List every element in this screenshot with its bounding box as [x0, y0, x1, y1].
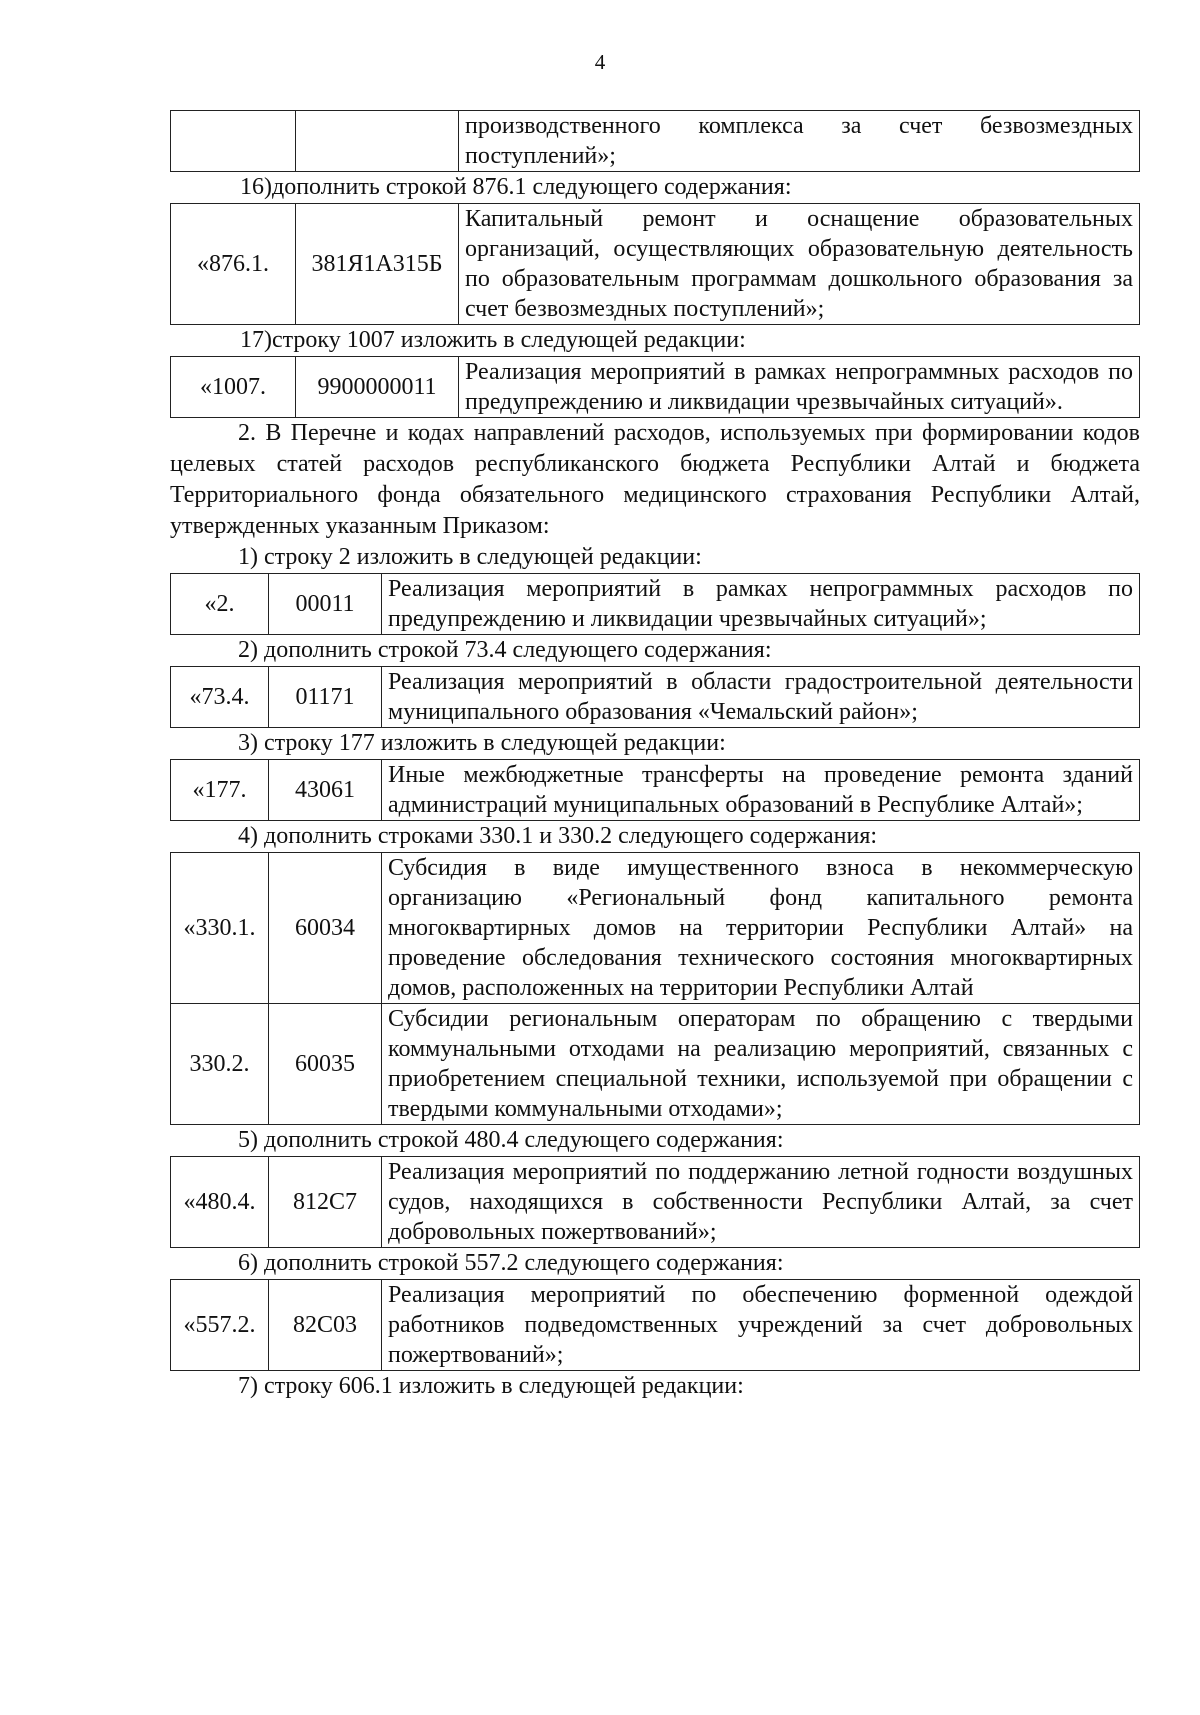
row-code: 60035 — [269, 1004, 382, 1125]
amendment-table-876-1 — [170, 203, 1140, 325]
page-number: 4 — [594, 50, 606, 74]
table-row — [171, 357, 1140, 418]
row-description: Реализация мероприятий в рамках непрограммных расходов по предупреждению и ликвидации чрезвычайных ситуаций»; — [382, 574, 1140, 635]
row-description: Иные межбюджетные трансферты на проведение ремонта зданий администраций муниципальных образований в Республике Алтай»; — [382, 760, 1140, 821]
table-row — [171, 853, 1140, 1004]
row-code: 82С03 — [269, 1280, 382, 1371]
row-description: Реализация мероприятий в рамках непрограммных расходов по предупреждению и ликвидации чрезвычайных ситуаций». — [459, 357, 1140, 418]
amendment-table-480-4 — [170, 1156, 1140, 1248]
row-number: «1007. — [171, 357, 296, 418]
instruction-16: 16)дополнить строкой 876.1 следующего содержания: — [240, 174, 792, 200]
row-code: 01171 — [269, 667, 382, 728]
table-row — [171, 760, 1140, 821]
row-description: производственного комплекса за счет безвозмездных поступлений»; — [459, 111, 1140, 172]
table-row — [171, 1280, 1140, 1371]
amendment-table-73-4 — [170, 666, 1140, 728]
row-description: Субсидии региональным операторам по обращению с твердыми коммунальными отходами на реализацию мероприятий, связанных с приобретением специальной техники, используемой при обращении с твердыми коммунальными отходами»; — [382, 1004, 1140, 1125]
instruction-17: 17)строку 1007 изложить в следующей редакции: — [240, 327, 746, 353]
row-description: Субсидия в виде имущественного взноса в некоммерческую организацию «Региональный фонд капитального ремонта многоквартирных домов на территории Республики Алтай» на проведение обследования технического состояния многоквартирных домов, расположенных на территории Республики Алтай — [382, 853, 1140, 1004]
table-row — [171, 204, 1140, 325]
row-number: «73.4. — [171, 667, 269, 728]
instruction-2-3: 3) строку 177 изложить в следующей редакции: — [238, 730, 726, 756]
section-2-paragraph: 2. В Перечне и кодах направлений расходов, используемых при формировании кодов целевых статей расходов республиканского бюджета Республики Алтай и бюджета Территориального фонда обязательного медицинского страхования Республики Алтай, утвержденных указанным Приказом: — [170, 420, 1140, 539]
row-number: «2. — [171, 574, 269, 635]
row-description: Реализация мероприятий в области градостроительной деятельности муниципального образования «Чемальский район»; — [382, 667, 1140, 728]
row-number: «557.2. — [171, 1280, 269, 1371]
amendment-table-fragment — [170, 110, 1140, 172]
amendment-table-557-2 — [170, 1279, 1140, 1371]
row-number: «330.1. — [171, 853, 269, 1004]
table-row — [171, 1004, 1140, 1125]
table-row — [171, 574, 1140, 635]
table-row — [171, 667, 1140, 728]
amendment-table-1007 — [170, 356, 1140, 418]
document-body — [170, 110, 1140, 1402]
table-row — [171, 1157, 1140, 1248]
row-code: 00011 — [269, 574, 382, 635]
row-number: «480.4. — [171, 1157, 269, 1248]
instruction-2-7: 7) строку 606.1 изложить в следующей редакции: — [238, 1373, 744, 1399]
row-code: 812С7 — [269, 1157, 382, 1248]
table-row — [171, 111, 1140, 172]
row-code: 9900000011 — [296, 357, 459, 418]
amendment-table-2 — [170, 573, 1140, 635]
instruction-2-6: 6) дополнить строкой 557.2 следующего содержания: — [238, 1250, 784, 1276]
row-number: «876.1. — [171, 204, 296, 325]
instruction-2-1: 1) строку 2 изложить в следующей редакции: — [238, 544, 702, 570]
instruction-2-2: 2) дополнить строкой 73.4 следующего содержания: — [238, 637, 772, 663]
row-code: 43061 — [269, 760, 382, 821]
row-number: «177. — [171, 760, 269, 821]
row-description: Реализация мероприятий по обеспечению форменной одеждой работников подведомственных учреждений за счет добровольных пожертвований»; — [382, 1280, 1140, 1371]
amendment-table-177 — [170, 759, 1140, 821]
row-number: 330.2. — [171, 1004, 269, 1125]
instruction-2-5: 5) дополнить строкой 480.4 следующего содержания: — [238, 1127, 784, 1153]
amendment-table-330 — [170, 852, 1140, 1125]
row-description: Капитальный ремонт и оснащение образовательных организаций, осуществляющих образовательную деятельность по образовательным программам дошкольного образования за счет безвозмездных поступлений»; — [459, 204, 1140, 325]
row-code — [296, 111, 459, 172]
row-code: 60034 — [269, 853, 382, 1004]
row-code: 381Я1А315Б — [296, 204, 459, 325]
instruction-2-4: 4) дополнить строками 330.1 и 330.2 следующего содержания: — [238, 823, 878, 849]
row-description: Реализация мероприятий по поддержанию летной годности воздушных судов, находящихся в собственности Республики Алтай, за счет добровольных пожертвований»; — [382, 1157, 1140, 1248]
row-number — [171, 111, 296, 172]
